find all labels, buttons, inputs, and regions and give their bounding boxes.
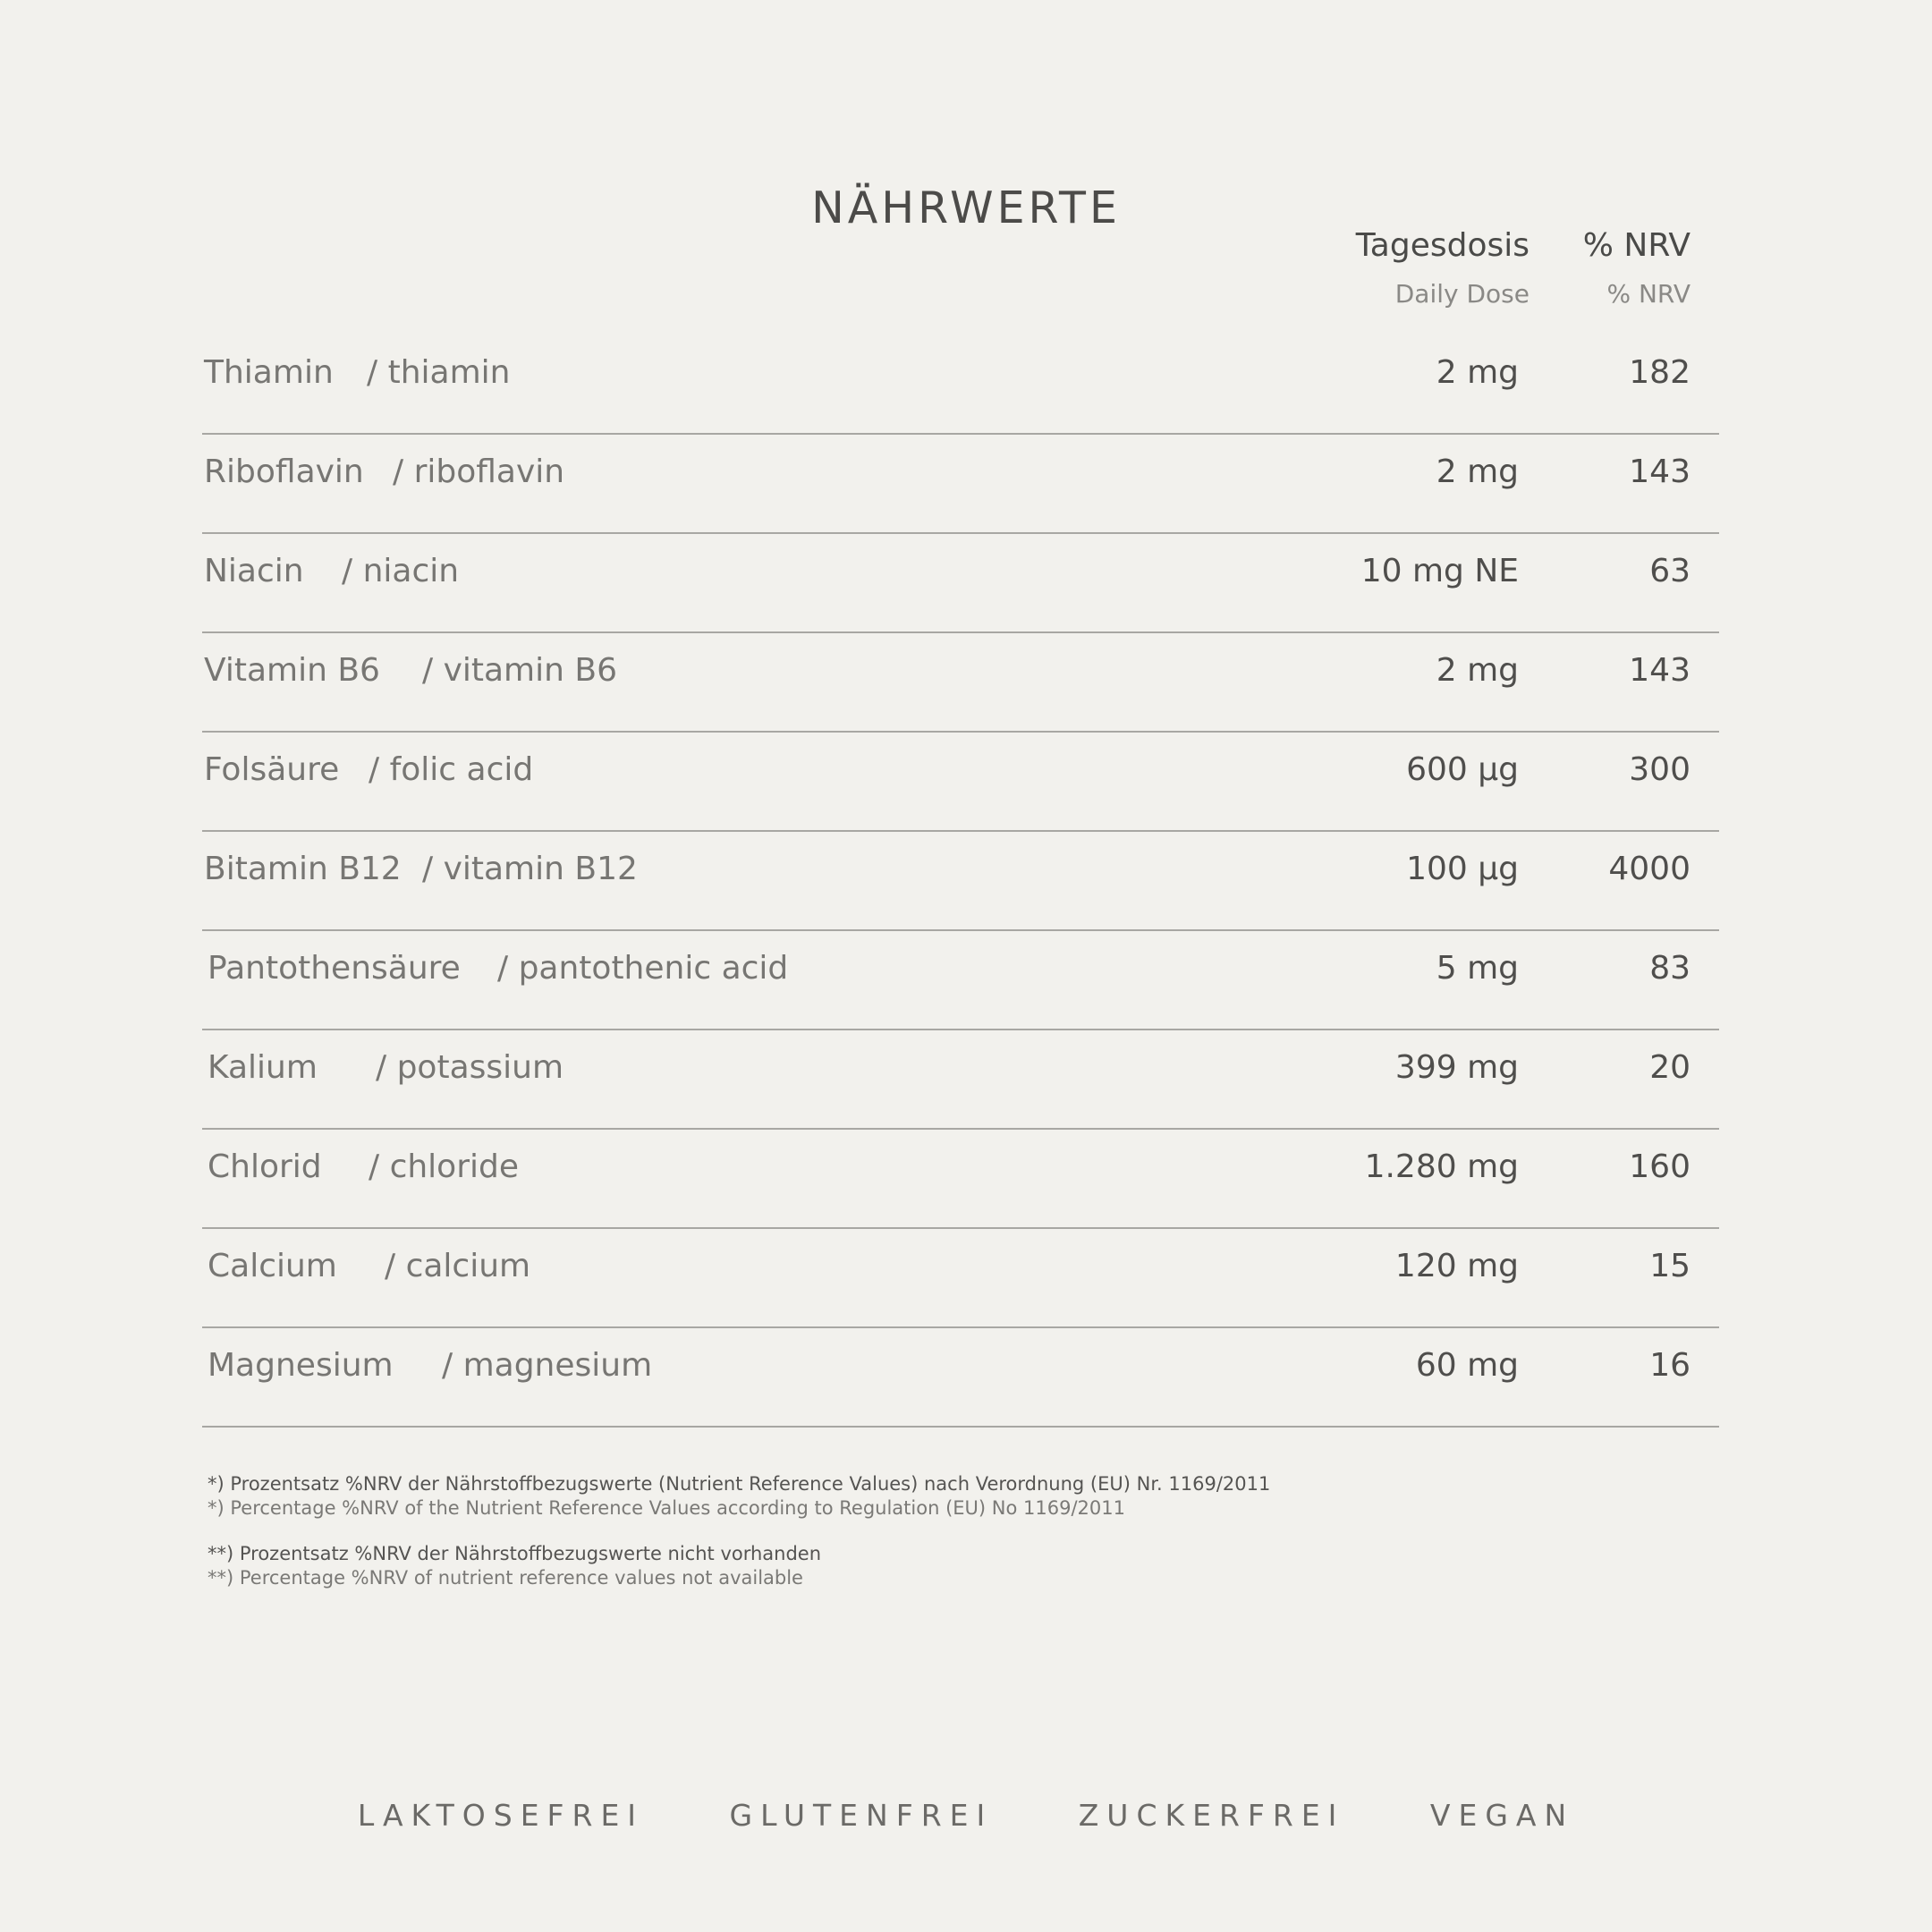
- nutrient-dose: 10 mg NE: [1360, 553, 1519, 589]
- daily-dose-header-label: Tagesdosis: [1355, 227, 1530, 264]
- nutrient-name-en: / potassium: [376, 1049, 564, 1086]
- nutrient-dose: 60 mg: [1415, 1347, 1519, 1384]
- nrv-header-label: % NRV: [1582, 227, 1690, 264]
- nutrient-name-en: / thiamin: [367, 354, 511, 391]
- nutrient-name-de: Chlorid: [208, 1148, 322, 1185]
- daily-dose-header-sublabel: Daily Dose: [1394, 279, 1530, 309]
- nutrient-name-en: / pantothenic acid: [497, 950, 789, 987]
- nrv-header-sublabel: % NRV: [1606, 279, 1690, 309]
- badge-sugar-free: ZUCKERFREI: [1078, 1798, 1345, 1833]
- nutrient-nrv: 160: [1629, 1148, 1690, 1185]
- nutrient-name-de: Folsäure: [204, 751, 340, 788]
- table-row: [202, 1130, 1719, 1229]
- nutrient-dose: 100 µg: [1406, 851, 1519, 887]
- footnotes: [208, 1472, 1270, 1590]
- nutrient-name-en: / riboflavin: [393, 453, 565, 490]
- nutrient-name-en: / vitamin B6: [422, 652, 617, 689]
- nutrient-name-de: Niacin: [204, 553, 304, 589]
- nutrient-nrv: 4000: [1608, 851, 1690, 887]
- nutrition-table: [202, 335, 1719, 1428]
- nutrient-dose: 600 µg: [1406, 751, 1519, 788]
- footnote-2-de: **) Prozentsatz %NRV der Nährstoffbezugswerte nicht vorhanden: [208, 1543, 822, 1564]
- nutrient-dose: 120 mg: [1394, 1248, 1519, 1284]
- nutrient-name-de: Thiamin: [204, 354, 334, 391]
- footnote-2-en: **) Percentage %NRV of nutrient reference values not available: [208, 1567, 803, 1589]
- product-badges: [0, 1798, 1932, 1834]
- nutrient-nrv: 16: [1649, 1347, 1690, 1384]
- nutrient-name-en: / vitamin B12: [422, 851, 638, 887]
- nutrient-dose: 2 mg: [1436, 453, 1519, 490]
- nutrient-nrv: 20: [1649, 1049, 1690, 1086]
- table-row: [202, 633, 1719, 733]
- nutrient-name-en: / folic acid: [369, 751, 534, 788]
- table-row: [202, 1030, 1719, 1130]
- nutrient-name-en: / niacin: [342, 553, 460, 589]
- nutrient-dose: 2 mg: [1436, 354, 1519, 391]
- nutrient-name-de: Magnesium: [208, 1347, 394, 1384]
- footnote-1-de: *) Prozentsatz %NRV der Nährstoffbezugswerte (Nutrient Reference Values) nach Verordnung (EU) Nr. 1169/2011: [208, 1473, 1271, 1495]
- nutrient-nrv: 143: [1629, 652, 1690, 689]
- nutrient-name-en: / magnesium: [442, 1347, 653, 1384]
- badge-lactose-free: LAKTOSEFREI: [357, 1798, 645, 1833]
- table-row: [202, 534, 1719, 633]
- nutrient-name-en: / calcium: [385, 1248, 531, 1284]
- nutrient-nrv: 143: [1629, 453, 1690, 490]
- table-row: [202, 435, 1719, 534]
- nutrient-name-de: Riboflavin: [204, 453, 364, 490]
- nutrient-name-de: Bitamin B12: [204, 851, 402, 887]
- nutrient-dose: 2 mg: [1436, 652, 1519, 689]
- daily-dose-column-header: [1356, 226, 1530, 310]
- nutrient-name-de: Vitamin B6: [204, 652, 380, 689]
- nutrient-dose: 399 mg: [1394, 1049, 1519, 1086]
- nutrient-dose: 1.280 mg: [1364, 1148, 1519, 1185]
- badge-gluten-free: GLUTENFREI: [729, 1798, 994, 1833]
- nrv-column-header: [1583, 226, 1690, 310]
- nutrient-name-de: Pantothensäure: [208, 950, 461, 987]
- nutrient-nrv: 182: [1629, 354, 1690, 391]
- badge-vegan: VEGAN: [1429, 1798, 1575, 1833]
- nutrient-nrv: 63: [1649, 553, 1690, 589]
- table-row: [202, 832, 1719, 931]
- nutrient-nrv: 15: [1649, 1248, 1690, 1284]
- table-row: [202, 1328, 1719, 1428]
- table-row: [202, 1229, 1719, 1328]
- nutrient-dose: 5 mg: [1436, 950, 1519, 987]
- nutrient-nrv: 300: [1629, 751, 1690, 788]
- table-row: [202, 335, 1719, 435]
- table-row: [202, 733, 1719, 832]
- nutrient-name-de: Calcium: [208, 1248, 337, 1284]
- nutrient-name-en: / chloride: [369, 1148, 520, 1185]
- table-row: [202, 931, 1719, 1030]
- nutrient-nrv: 83: [1649, 950, 1690, 987]
- nutrient-name-de: Kalium: [208, 1049, 318, 1086]
- footnote-1-en: *) Percentage %NRV of the Nutrient Reference Values according to Regulation (EU) No 1169/2011: [208, 1497, 1125, 1519]
- page-title: NÄHRWERTE: [811, 182, 1121, 233]
